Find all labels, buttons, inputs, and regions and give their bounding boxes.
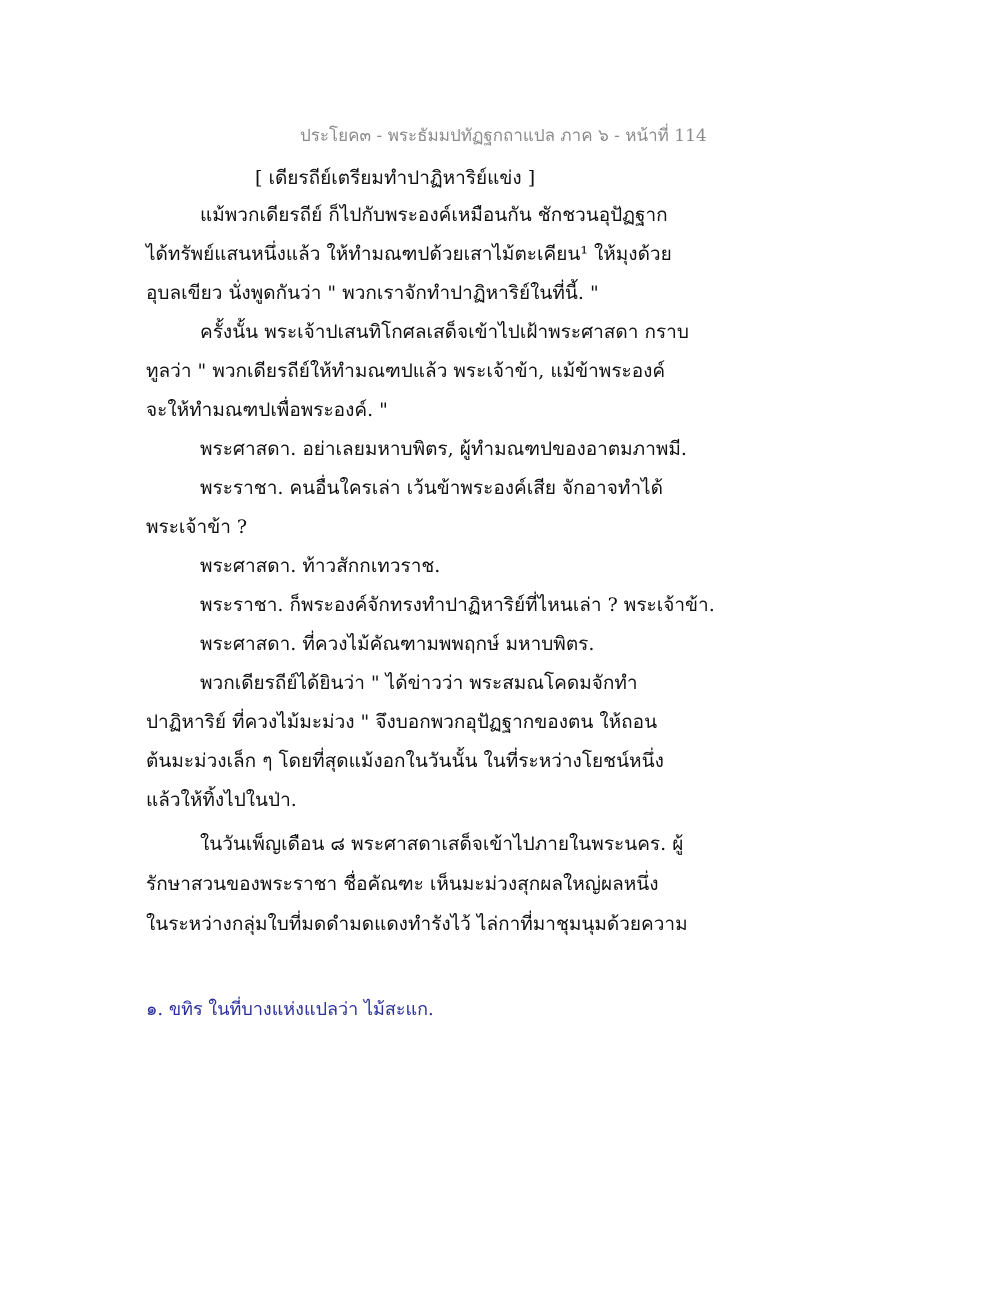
body-line: พระศาสดา. ท้าวสักกเทวราช. — [200, 555, 441, 577]
body-line: พระเจ้าข้า ? — [146, 516, 248, 538]
body-line: พวกเดียรถีย์ได้ยินว่า " ได้ข่าวว่า พระสมณโคดมจักทำ — [200, 672, 638, 694]
section-heading: [ เดียรถีย์เตรียมทำปาฏิหาริย์แข่ง ] — [255, 167, 536, 189]
body-line: แล้วให้ทิ้งไปในป่า. — [146, 789, 297, 811]
body-line: ทูลว่า " พวกเดียรถีย์ให้ทำมณฑปแล้ว พระเจ้าข้า, แม้ข้าพระองค์ — [146, 360, 666, 382]
body-line: ต้นมะม่วงเล็ก ๆ โดยที่สุดแม้งอกในวันนั้น ในที่ระหว่างโยชน์หนึ่ง — [146, 750, 664, 772]
body-line: พระศาสดา. ที่ควงไม้คัณฑามพพฤกษ์ มหาบพิตร. — [200, 633, 595, 655]
body-line: ในระหว่างกลุ่มใบที่มดดำมดแดงทำรังไว้ ไล่กาที่มาชุมนุมด้วยความ — [146, 913, 688, 935]
body-line: ปาฏิหาริย์ ที่ควงไม้มะม่วง " จึงบอกพวกอุปัฏฐากของตน ให้ถอน — [146, 711, 658, 733]
body-line: พระราชา. คนอื่นใครเล่า เว้นข้าพระองค์เสีย จักอาจทำได้ — [200, 477, 663, 499]
body-line: อุบลเขียว นั่งพูดกันว่า " พวกเราจักทำปาฏิหาริย์ในที่นี้. " — [146, 282, 599, 304]
body-line: แม้พวกเดียรถีย์ ก็ไปกับพระองค์เหมือนกัน ชักชวนอุปัฏฐาก — [200, 204, 668, 226]
body-line: รักษาสวนของพระราชา ชื่อคัณฑะ เห็นมะม่วงสุกผลใหญ่ผลหนึ่ง — [146, 873, 659, 895]
body-line: พระราชา. ก็พระองค์จักทรงทำปาฏิหาริย์ที่ไหนเล่า ? พระเจ้าข้า. — [200, 594, 715, 616]
body-line: จะให้ทำมณฑปเพื่อพระองค์. " — [146, 399, 388, 421]
body-line: ครั้งนั้น พระเจ้าปเสนทิโกศลเสด็จเข้าไปเฝ้าพระศาสดา กราบ — [200, 321, 689, 343]
body-line: ในวันเพ็ญเดือน ๘ พระศาสดาเสด็จเข้าไปภายในพระนคร. ผู้ — [200, 833, 684, 855]
footnote: ๑. ขทิร ในที่บางแห่งแปลว่า ไม้สะแก. — [146, 999, 434, 1020]
body-line: พระศาสดา. อย่าเลยมหาบพิตร, ผู้ทำมณฑปของอาตมภาพมี. — [200, 438, 687, 460]
body-line: ได้ทรัพย์แสนหนึ่งแล้ว ให้ทำมณฑปด้วยเสาไม้ตะเคียน¹ ให้มุงด้วย — [146, 243, 672, 265]
running-header: ประโยค๓ - พระธัมมปทัฏฐกถาแปล ภาค ๖ - หน้าที่ 114 — [300, 126, 707, 146]
